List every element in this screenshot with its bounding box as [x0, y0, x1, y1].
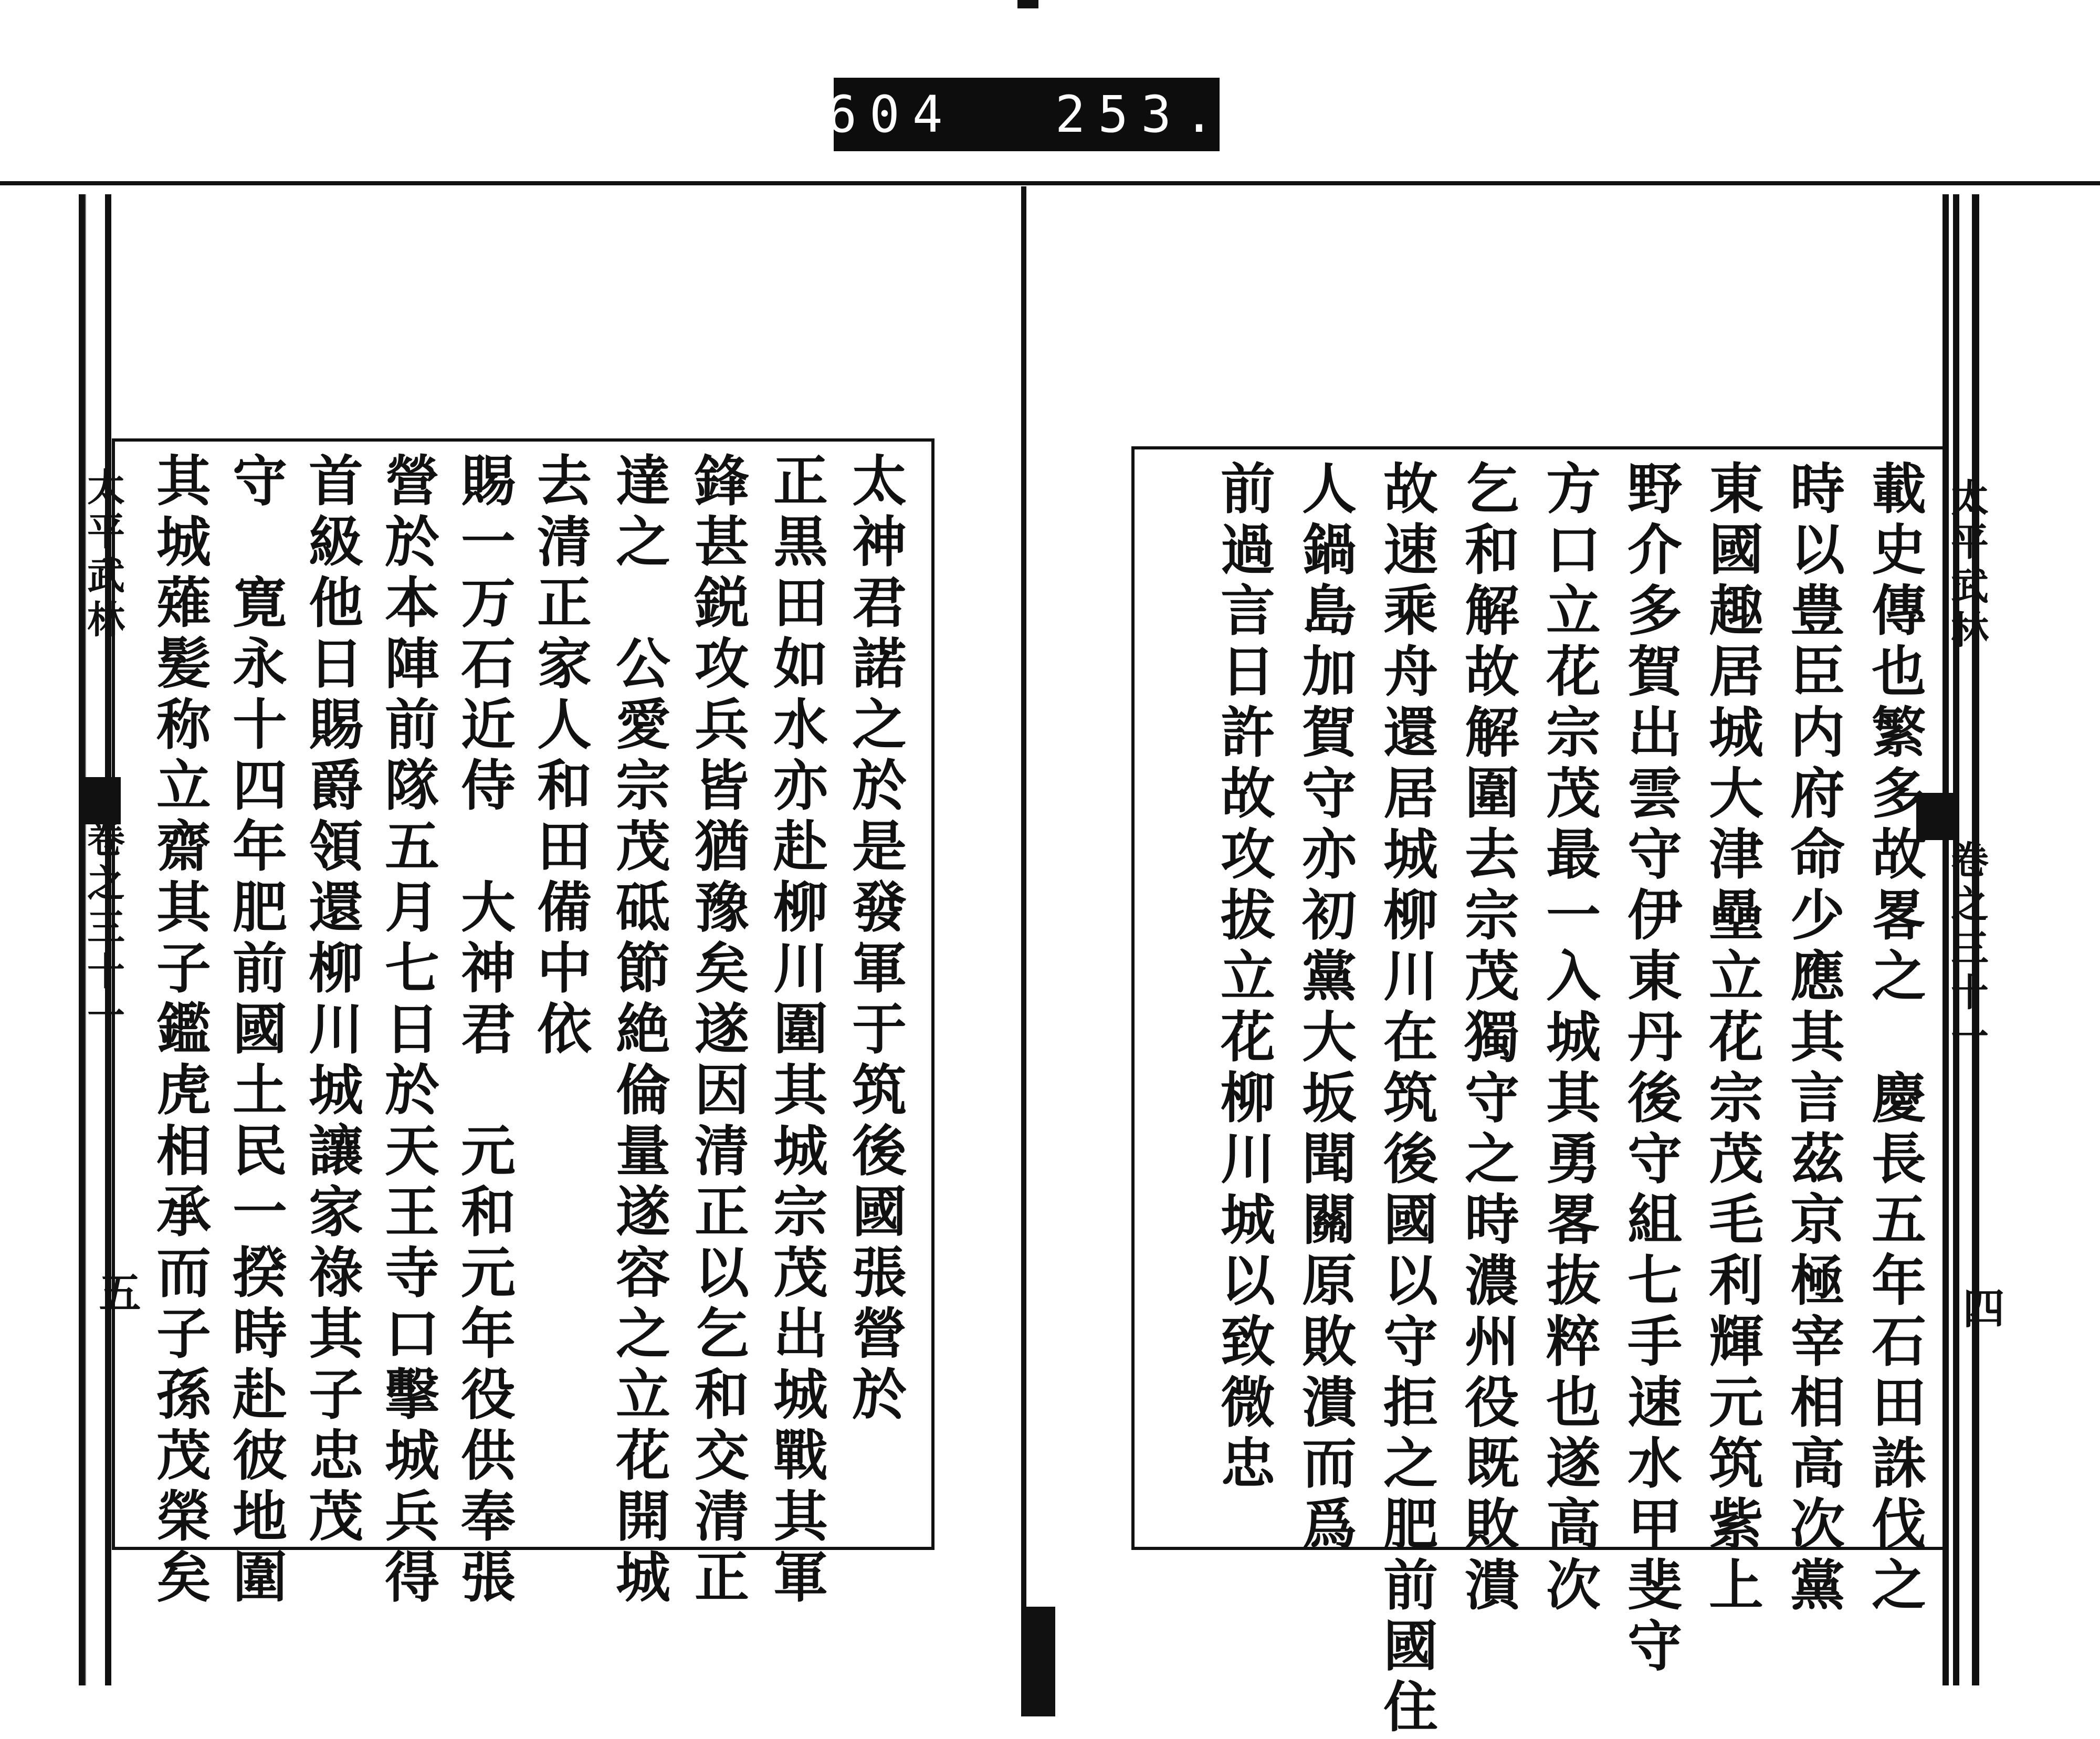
- left-column-1: 太神君諾之於是發軍于筑後國張營於: [843, 452, 907, 1427]
- left-column-10: 其城薙髪称立齋其子鑑虎相承而子孫茂榮矣: [147, 452, 212, 1609]
- label-left-number: 604: [826, 85, 956, 144]
- right-column-1: 載史傳也繁多故畧之 慶長五年石田誅伐之: [1862, 460, 1927, 1617]
- left-column-7: 營於本陣前隊五月七日於天王寺口擊城兵得: [375, 452, 440, 1609]
- left-column-3: 鋒甚鋭攻兵皆猶豫矣遂因清正以乞和交清正: [685, 452, 750, 1609]
- left-column-8: 首級他日賜爵領還柳川城讓家祿其子忠茂: [299, 452, 364, 1548]
- left-column-9: 守 寛永十四年肥前國土民一揆時赴彼地圍: [223, 452, 288, 1609]
- right-column-2: 時以豊臣内府命少應其言茲京極宰相高次黨: [1781, 460, 1845, 1617]
- left-margin-volume: 卷之三十一: [81, 819, 125, 1040]
- right-column-6: 乞和解故解圍去宗茂獨守之時濃州役既敗潰: [1455, 460, 1520, 1617]
- right-column-8: 人鍋島加賀守亦初黨大坂聞關原敗潰而爲: [1293, 460, 1357, 1556]
- left-column-4: 達之 公愛宗茂砥節絶倫量遂容之立花開城: [606, 452, 671, 1609]
- top-edge-mark: [1017, 0, 1038, 8]
- label-right-number: 253.: [1055, 85, 1227, 144]
- left-margin-title: 太平武林: [81, 467, 125, 644]
- left-folio: 五: [92, 1271, 141, 1313]
- right-margin-volume: 卷之三十一: [1945, 840, 1989, 1061]
- right-column-7: 故速乘舟還居城柳川在筑後國以守拒之肥前國住: [1374, 460, 1438, 1739]
- archive-number-label: [826, 78, 1227, 151]
- book-spine: [1021, 186, 1026, 1716]
- right-folio: 四: [1956, 1286, 2005, 1328]
- left-column-2: 正黒田如水亦赴柳川圍其城宗茂出城戰其軍: [764, 452, 828, 1609]
- left-page-text-frame: [112, 438, 934, 1609]
- top-rule: [0, 181, 2100, 185]
- right-column-5: 方口立花宗茂最一入城其勇畧抜粹也遂高次: [1537, 460, 1601, 1617]
- spine-bottom-mark: [1024, 1607, 1055, 1716]
- right-page-text-frame: [1131, 446, 1949, 1739]
- right-column-9: 前過言日許故攻拔立花柳川城以致微忠: [1211, 460, 1276, 1495]
- right-margin-title: 太平武林: [1945, 478, 1989, 654]
- right-column-4: 野介多賀出雲守伊東丹後守組七手速水甲斐守: [1618, 460, 1683, 1678]
- right-column-3: 東國趣居城大津壘立花宗茂毛利輝元筑紫上: [1699, 460, 1764, 1617]
- left-column-5: 去清正家人和田備中依: [528, 452, 592, 1061]
- left-column-6: 賜一万石近侍 大神君 元和元年役供奉張: [452, 452, 516, 1609]
